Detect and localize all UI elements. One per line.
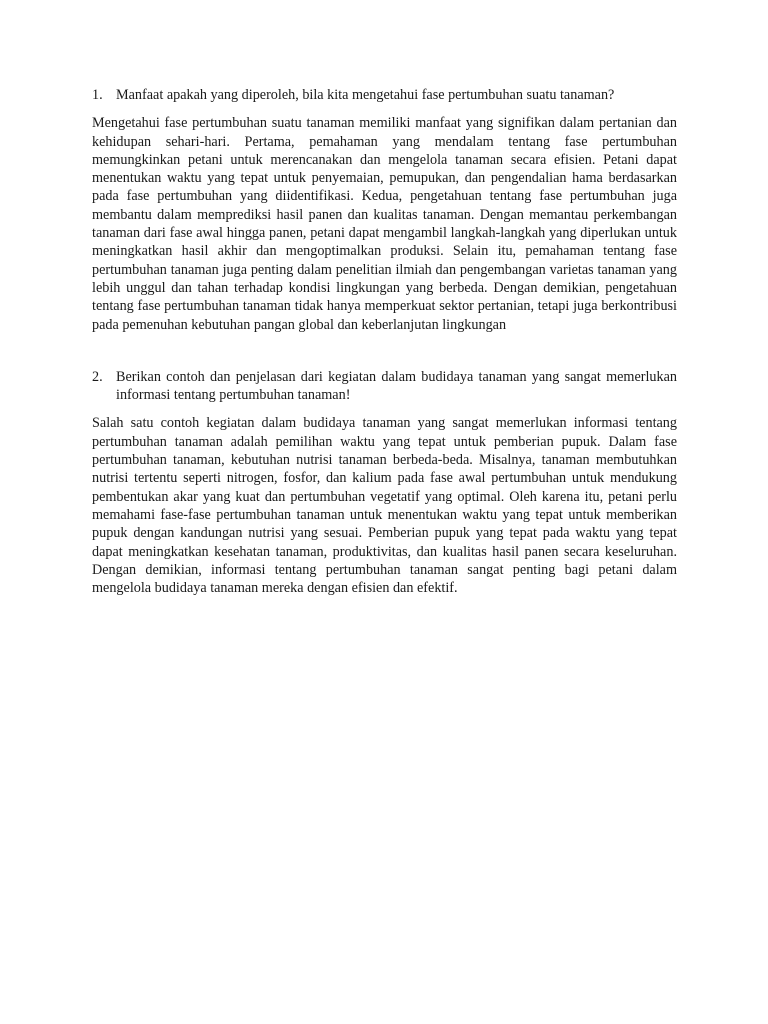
qa-section-1 (92, 86, 677, 334)
document-page (92, 86, 677, 597)
answer-1: Mengetahui fase pertumbuhan suatu tanaman memiliki manfaat yang signifikan dalam pertanian dan kehidupan sehari-hari. Pertama, pemahaman yang mendalam tentang fase pertumbuhan memungkinkan petani untuk merencanakan dan mengelola tanaman secara efisien. Petani dapat menentukan waktu yang tepat untuk penyemaian, pemupukan, dan pengendalian hama berdasarkan pada fase pertumbuhan yang diidentifikasi. Kedua, pengetahuan tentang fase pertumbuhan juga membantu dalam memprediksi hasil panen dan kualitas tanaman. Dengan memantau perkembangan tanaman dari fase awal hingga panen, petani dapat mengambil langkah-langkah yang diperlukan untuk meningkatkan hasil akhir dan mengoptimalkan produksi. Selain itu, pemahaman tentang fase pertumbuhan tanaman juga penting dalam penelitian ilmiah dan pengembangan varietas tanaman yang lebih unggul dan tahan terhadap kondisi lingkungan yang berbeda. Dengan demikian, pengetahuan tentang fase pertumbuhan tanaman tidak hanya memperkuat sektor pertanian, tetapi juga berkontribusi pada pemenuhan kebutuhan pangan global dan keberlanjutan lingkungan (92, 115, 677, 333)
question-text: Berikan contoh dan penjelasan dari kegiatan dalam budidaya tanaman yang sangat memerlukan informasi tentang pertumbuhan tanaman! (116, 368, 677, 404)
question-text: Manfaat apakah yang diperoleh, bila kita mengetahui fase pertumbuhan suatu tanaman? (116, 87, 615, 103)
question-1 (92, 86, 677, 104)
question-number: 1. (92, 87, 103, 103)
question-2 (92, 368, 677, 405)
question-number: 2. (92, 368, 103, 385)
qa-section-2 (92, 368, 677, 598)
answer-2: Salah satu contoh kegiatan dalam budidaya tanaman yang sangat memerlukan informasi tentang pertumbuhan tanaman adalah pemilihan waktu yang tepat untuk pemberian pupuk. Dalam fase pertumbuhan tanaman, kebutuhan nutrisi tanaman berbeda-beda. Misalnya, tanaman membutuhkan nutrisi tertentu seperti nitrogen, fosfor, dan kalium pada fase awal pertumbuhan untuk mendukung pembentukan akar yang kuat dan pertumbuhan vegetatif yang optimal. Oleh karena itu, petani perlu memahami fase-fase pertumbuhan tanaman untuk menentukan waktu yang tepat untuk memberikan pupuk dengan kandungan nutrisi yang sesuai. Pemberian pupuk yang tepat pada waktu yang tepat dapat meningkatkan kesehatan tanaman, produktivitas, dan kualitas hasil panen secara keseluruhan. Dengan demikian, informasi tentang pertumbuhan tanaman sangat penting bagi petani dalam mengelola budidaya tanaman mereka dengan efisien dan efektif. (92, 415, 677, 597)
